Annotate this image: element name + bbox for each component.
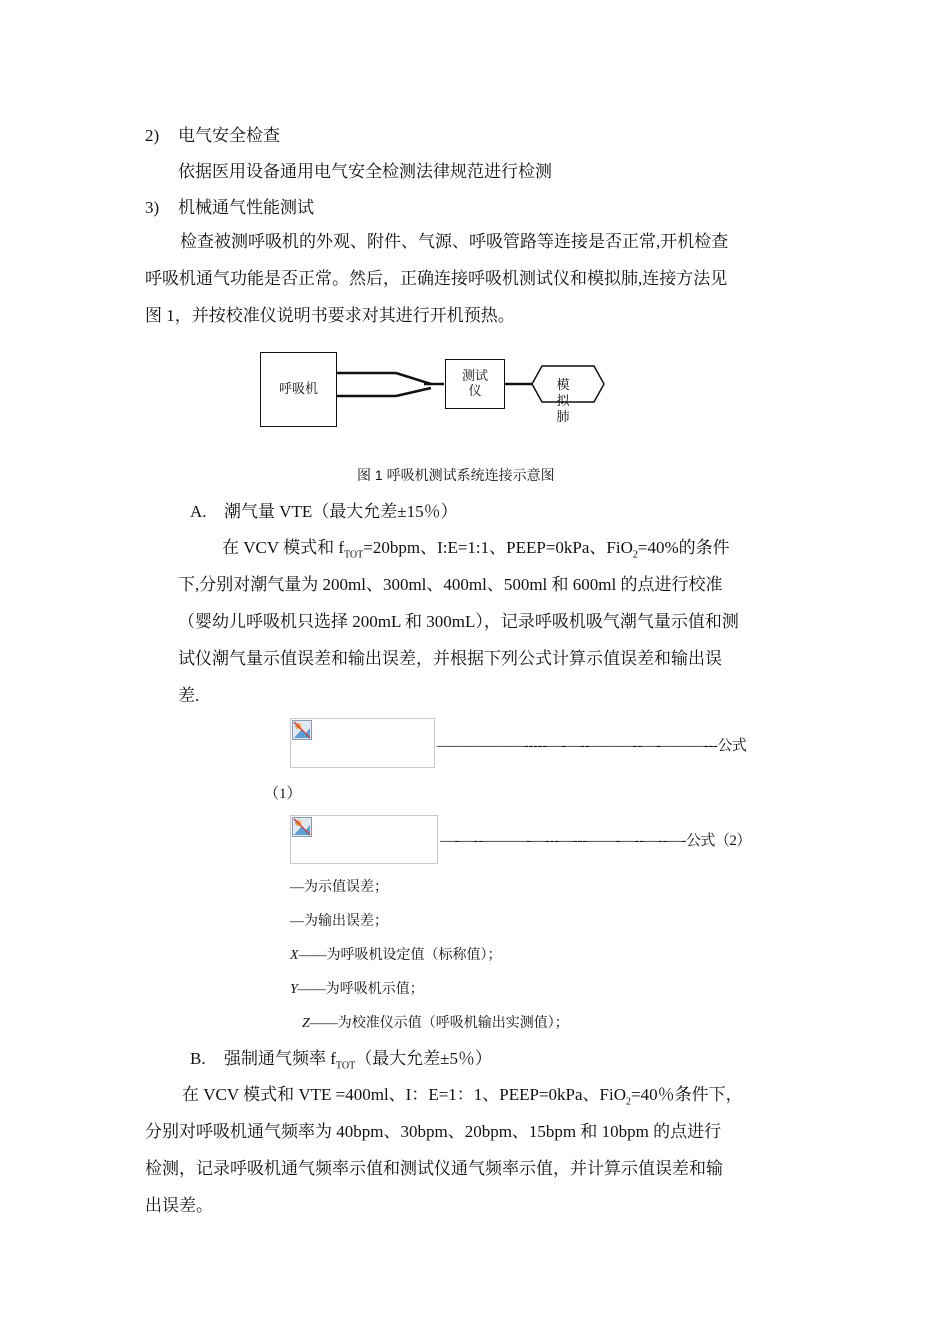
broken-image-icon (292, 720, 312, 740)
part-a-line4: 试仪潮气量示值误差和输出误差，并根据下列公式计算示值误差和输出误 (178, 649, 722, 668)
tester-label-line2: 仪 (468, 383, 482, 398)
lung-label-line1: 模 (556, 377, 570, 392)
formula-1-image (290, 718, 435, 768)
def-x: X——为呼吸机设定值（标称值）； (290, 948, 502, 963)
def-y: Y——为呼吸机示值； (290, 982, 424, 997)
formula-2-image (290, 815, 438, 864)
lung-label-line3: 肺 (556, 409, 570, 424)
part-a-line2: 下,分别对潮气量为 200ml、300ml、400ml、500ml 和 600ml 的点进行校准 (178, 575, 723, 594)
tester-label-line1: 测试 (461, 368, 488, 383)
part-b-label: B. (190, 1049, 206, 1068)
section-3-title: 机械通气性能测试 (178, 198, 314, 217)
lung-label-line2: 拟 (556, 393, 570, 408)
part-a-line1: 在 VCV 模式和 $f_{TOT}=20bpm$、I:E=1:1、PEEP=0kPa、FiO$_2$=40%的条件 (222, 538, 730, 561)
broken-image-icon (292, 817, 312, 837)
lung-label (553, 377, 573, 425)
part-b-line1: 在 VCV 模式和 VTE =400ml、I：E=1：1、PEEP=0kPa、FiO$_2$=40％条件下， (182, 1085, 743, 1108)
def-z: Z——为校准仪示值（呼吸机输出实测值）； (302, 1016, 569, 1031)
figure-1-caption: 图 1 呼吸机测试系统连接示意图 (357, 467, 555, 483)
section-3-number: 3) (145, 198, 160, 217)
part-b-line3: 检测，记录呼吸机通气频率示值和测试仪通气频率示值，并计算示值误差和输 (145, 1159, 723, 1178)
part-b-line2: 分别对呼吸机通气频率为 40bpm、30bpm、20bpm、15bpm 和 10bpm 的点进行 (145, 1122, 722, 1141)
part-b-title: 强制通气频率 $f_{TOT}$（最大允差±5％） (224, 1049, 493, 1072)
formula-1-number: （1） (264, 786, 302, 802)
part-b-line4: 出误差。 (145, 1196, 213, 1215)
section-2-title: 电气安全检查 (178, 126, 280, 145)
def-indication-error: —为示值误差； (290, 880, 388, 895)
section-2-number: 2) (145, 126, 160, 145)
formula-1-leader: ——————-----—-—--———--—-———---公式 (437, 738, 747, 754)
formula-2-leader: —-—--———-—---—---——-—--—--—-公式（2） (440, 833, 751, 849)
def-output-error: —为输出误差； (290, 914, 388, 929)
ventilator-label: 呼吸机 (278, 381, 318, 396)
part-a-label: A. (190, 502, 207, 521)
section-3-para-line3: 图 1，并按校准仪说明书要求对其进行开机预热。 (145, 306, 515, 325)
section-3-para-line1: 检查被测呼吸机的外观、附件、气源、呼吸管路等连接是否正常,开机检查 (180, 232, 729, 251)
section-3-para-line2: 呼吸机通气功能是否正常。然后，正确连接呼吸机测试仪和模拟肺,连接方法见 (145, 269, 728, 288)
section-2-body: 依据医用设备通用电气安全检测法律规范进行检测 (178, 162, 552, 181)
tester-box (445, 359, 505, 409)
part-a-line3: （婴幼儿呼吸机只选择 200mL 和 300mL），记录呼吸机吸气潮气量示值和测 (178, 612, 739, 631)
figure-1-diagram (260, 350, 610, 430)
part-a-line5: 差. (178, 686, 200, 705)
ventilator-box (260, 352, 337, 427)
part-a-title: 潮气量 VTE（最大允差±15％） (224, 502, 458, 521)
